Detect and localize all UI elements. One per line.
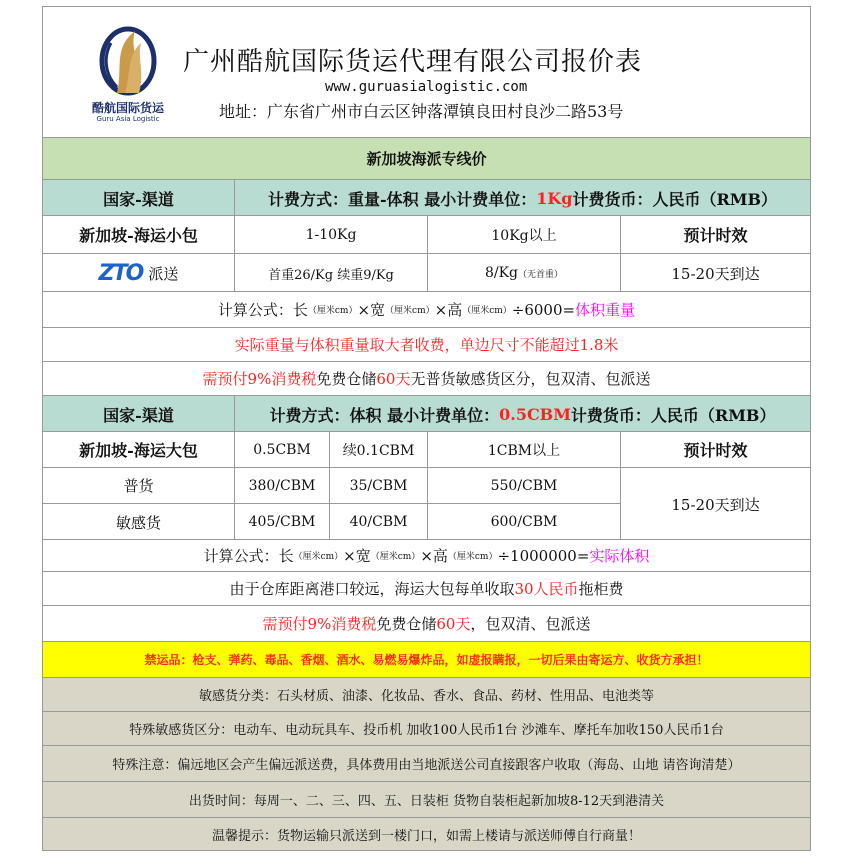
section1-title: 新加坡海派专线价 bbox=[43, 137, 810, 179]
s2-row1-p3: 550/CBM bbox=[428, 468, 621, 504]
website: www.guruasialogistic.com bbox=[325, 79, 528, 95]
s1-col1: 1-10Kg bbox=[235, 216, 428, 254]
s2-channel: 新加坡-海运大包 bbox=[43, 432, 235, 468]
s1-note2-rest: 无普货敏感货区分，包双清、包派送 bbox=[410, 370, 651, 388]
s1-col2: 10Kg以上 bbox=[428, 216, 621, 254]
s2-row2-p3: 600/CBM bbox=[428, 504, 621, 540]
s1-eta: 15-20天到达 bbox=[671, 264, 760, 283]
s1-formula-a: 计算公式：长 bbox=[217, 301, 308, 319]
s1-hdr-country: 国家-渠道 bbox=[43, 180, 235, 216]
s2-row2-p2: 40/CBM bbox=[330, 504, 428, 540]
s1-formula-c: ×高 bbox=[434, 301, 463, 319]
section2-header bbox=[43, 395, 810, 431]
section1-header bbox=[43, 179, 810, 215]
s1-channel: 新加坡-海运小包 bbox=[43, 216, 235, 254]
s2-note2-mid: 免费仓储 bbox=[376, 615, 437, 633]
s1-note2 bbox=[43, 361, 810, 395]
s1-unit-h: （厘米cm） bbox=[462, 306, 512, 316]
s1-billing-b: 计费货币：人民币（RMB） bbox=[572, 189, 777, 209]
s2-note1-red: 30人民币 bbox=[514, 580, 579, 598]
s1-hdr-billing bbox=[235, 180, 810, 216]
company-logo bbox=[83, 23, 173, 123]
s1-billing-a: 计费方式：重量-体积 最小计费单位： bbox=[268, 189, 537, 209]
s2-col3: 1CBM以上 bbox=[428, 432, 621, 468]
s1-formula bbox=[43, 291, 810, 327]
page-title: 广州酷航国际货运代理有限公司报价表 bbox=[183, 47, 643, 77]
s2-formula bbox=[43, 539, 810, 571]
s2-note2-tax: 需预付9%消费税 bbox=[262, 615, 377, 633]
s2-col4: 预计时效 bbox=[621, 432, 810, 468]
s2-note2-days: 60天 bbox=[436, 615, 471, 633]
s1-price1: 首重26/Kg 续重9/Kg bbox=[235, 254, 428, 292]
s2-hdr-country: 国家-渠道 bbox=[43, 396, 235, 432]
logo-name-cn: 酷航国际货运 bbox=[91, 101, 164, 115]
s1-note2-tax: 需预付9%消费税 bbox=[202, 370, 317, 388]
s1-unit-l: （厘米cm） bbox=[307, 306, 358, 316]
banned-items-notice: 禁运品：枪支、弹药、毒品、香烟、酒水、易燃易爆炸品，如虚报瞒报，一切后果由寄运方、收货方承担！ bbox=[43, 641, 810, 677]
s1-unit-w: （厘米cm） bbox=[385, 306, 435, 316]
s2-unit-l: （厘米cm） bbox=[293, 552, 344, 562]
s1-note1: 实际重量与体积重量取大者收费，单边尺寸不能超过1.8米 bbox=[43, 327, 810, 361]
s2-col2: 续0.1CBM bbox=[330, 432, 428, 468]
s2-note2-rest: ，包双清、包派送 bbox=[470, 615, 591, 633]
s2-formula-c: ×高 bbox=[420, 547, 448, 565]
s2-row1-p1: 380/CBM bbox=[235, 468, 330, 504]
section2-table bbox=[43, 431, 810, 539]
s2-hdr-billing bbox=[235, 396, 810, 432]
quote-sheet bbox=[42, 6, 811, 851]
s2-col1: 0.5CBM bbox=[235, 432, 330, 468]
s1-carrier bbox=[43, 254, 235, 292]
s2-row2-p1: 405/CBM bbox=[235, 504, 330, 540]
special-sensitive-notice: 特殊敏感货区分：电动车、电动玩具车、投币机 加收100人民币1台 沙滩车、摩托车加收150人民币1台 bbox=[43, 711, 810, 745]
header bbox=[43, 7, 810, 137]
s2-billing-b: 计费货币：人民币（RMB） bbox=[570, 405, 776, 425]
logo-name-en: Guru Asia Logistic bbox=[96, 115, 160, 123]
s1-formula-d: ÷6000= bbox=[511, 300, 576, 319]
shipping-time: 出货时间：每周一、二、三、四、五、日装柜 货物自装柜起新加坡8-12天到港清关 bbox=[43, 781, 810, 817]
address: 地址：广东省广州市白云区钟落潭镇良田村良沙二路53号 bbox=[219, 102, 624, 121]
s2-formula-a: 计算公式：长 bbox=[203, 547, 294, 565]
s2-formula-d: ÷1000000= bbox=[497, 546, 590, 565]
s2-formula-b: ×宽 bbox=[343, 547, 371, 565]
s1-price2-note: （无首重） bbox=[518, 269, 564, 280]
s1-price2 bbox=[428, 254, 621, 292]
s2-row2-type: 敏感货 bbox=[43, 504, 235, 540]
s2-unit-w: （厘米cm） bbox=[370, 552, 421, 562]
s1-formula-b: ×宽 bbox=[357, 301, 386, 319]
s2-note1 bbox=[43, 571, 810, 605]
logo-emblem-icon bbox=[83, 23, 173, 99]
s2-note2 bbox=[43, 605, 810, 641]
section1-table bbox=[43, 215, 810, 291]
s2-note1-b: 拖柜费 bbox=[578, 580, 624, 598]
special-note: 特殊注意：偏远地区会产生偏远派送费，具体费用由当地派送公司直接跟客户收取（海岛、山地 请咨询清楚） bbox=[43, 745, 810, 781]
s2-min-unit: 0.5CBM bbox=[499, 404, 571, 424]
s1-min-unit: 1Kg bbox=[536, 188, 573, 208]
s2-unit-h: （厘米cm） bbox=[447, 552, 498, 562]
s2-eta: 15-20天到达 bbox=[671, 495, 760, 514]
s2-billing-a: 计费方式：体积 最小计费单位： bbox=[269, 405, 500, 425]
s2-note1-a: 由于仓库距离港口较远，海运大包每单收取 bbox=[229, 580, 515, 598]
reminder: 温馨提示：货物运输只派送到一楼门口，如需上楼请与派送师傅自行商量！ bbox=[43, 817, 810, 850]
s1-note2-mid: 免费仓储 bbox=[316, 370, 377, 388]
s1-note2-days: 60天 bbox=[376, 370, 411, 388]
s1-col3: 预计时效 bbox=[621, 216, 810, 254]
zto-logo-icon: ZTO bbox=[98, 260, 143, 286]
sensitive-goods-notice: 敏感货分类：石头材质、油漆、化妆品、香水、食品、药材、性用品、电池类等 bbox=[43, 677, 810, 711]
s1-carrier-suffix: 派送 bbox=[148, 264, 179, 283]
s1-formula-result: 体积重量 bbox=[575, 301, 636, 319]
s2-row1-p2: 35/CBM bbox=[330, 468, 428, 504]
s2-row1-type: 普货 bbox=[43, 468, 235, 504]
s2-formula-result: 实际体积 bbox=[589, 547, 650, 565]
s1-price2-value: 8/Kg bbox=[484, 265, 519, 281]
